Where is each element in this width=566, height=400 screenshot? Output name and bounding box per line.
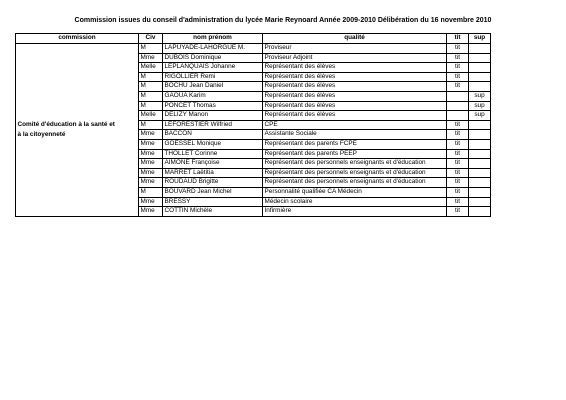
cell-sup <box>469 149 491 159</box>
commission-line: à la citoyenneté <box>17 130 66 138</box>
cell-qualite: CPE <box>263 120 447 130</box>
header-tit: tit <box>447 34 469 44</box>
cell-qualite: Assistante Sociale <box>263 130 447 140</box>
cell-sup <box>469 139 491 149</box>
cell-name: BOCHU Jean Daniel <box>163 82 263 92</box>
cell-sup: sup <box>469 111 491 121</box>
cell-sup: sup <box>469 91 491 101</box>
header-name: nom prénom <box>163 34 263 44</box>
cell-sup <box>469 120 491 130</box>
cell-tit: tit <box>447 72 469 82</box>
cell-qualite: Représentant des élèves <box>263 72 447 82</box>
header-qualite: qualité <box>263 34 447 44</box>
cell-name: DUBOIS Dominique <box>163 53 263 63</box>
cell-civ: Mme <box>139 139 163 149</box>
cell-qualite: Médecin scolaire <box>263 197 447 207</box>
cell-tit: tit <box>447 149 469 159</box>
cell-tit <box>447 91 469 101</box>
cell-tit: tit <box>447 159 469 169</box>
cell-tit: tit <box>447 63 469 73</box>
cell-civ: Melle <box>139 63 163 73</box>
cell-qualite: Proviseur Adjoint <box>263 53 447 63</box>
cell-civ: Mme <box>139 178 163 188</box>
cell-sup <box>469 178 491 188</box>
cell-qualite: Personnalité qualifiée CA Médecin <box>263 187 447 197</box>
cell-name: PONCET Thomas <box>163 101 263 111</box>
cell-civ: Mme <box>139 149 163 159</box>
cell-sup <box>469 44 491 54</box>
cell-sup <box>469 63 491 73</box>
cell-name: BOUVARD Jean Michel <box>163 187 263 197</box>
cell-sup <box>469 130 491 140</box>
cell-name: GAOUA Karim <box>163 91 263 101</box>
cell-sup <box>469 72 491 82</box>
cell-sup <box>469 168 491 178</box>
cell-tit: tit <box>447 139 469 149</box>
cell-name: THOLLET Corinne <box>163 149 263 159</box>
cell-qualite: Proviseur <box>263 44 447 54</box>
cell-sup <box>469 159 491 169</box>
cell-name: GOESSEL Monique <box>163 139 263 149</box>
cell-tit <box>447 111 469 121</box>
commission-line: Comité d'éducation à la santé et <box>17 120 115 128</box>
cell-tit: tit <box>447 120 469 130</box>
cell-tit: tit <box>447 168 469 178</box>
cell-name: LEFORESTIER Wilfried <box>163 120 263 130</box>
header-civ: Civ <box>139 34 163 44</box>
cell-sup <box>469 187 491 197</box>
cell-tit: tit <box>447 44 469 54</box>
header-sup: sup <box>469 34 491 44</box>
header-commission: commission <box>16 34 139 44</box>
cell-name: RIGOLLIER Remi <box>163 72 263 82</box>
cell-tit: tit <box>447 130 469 140</box>
cell-name: BRESSY <box>163 197 263 207</box>
cell-civ: M <box>139 187 163 197</box>
cell-sup <box>469 82 491 92</box>
cell-qualite: Représentant des parents PEEP <box>263 149 447 159</box>
cell-name: BACCON <box>163 130 263 140</box>
cell-qualite: Représentant des élèves <box>263 82 447 92</box>
cell-qualite: Infirmière <box>263 207 447 217</box>
cell-civ: M <box>139 101 163 111</box>
cell-name: AIMONE Françoise <box>163 159 263 169</box>
document-title: Commission issues du conseil d'administration du lycée Marie Reynoard Année 2009-2010 Délibération du 16 novembre 2010 <box>74 17 492 24</box>
cell-civ: M <box>139 82 163 92</box>
cell-name: DELIZY Manon <box>163 111 263 121</box>
cell-civ: Mme <box>139 207 163 217</box>
cell-tit: tit <box>447 178 469 188</box>
cell-sup: sup <box>469 101 491 111</box>
cell-sup <box>469 197 491 207</box>
cell-civ: M <box>139 72 163 82</box>
cell-qualite: Représentant des élèves <box>263 111 447 121</box>
cell-qualite: Représentant des personnels enseignants et d'éducation <box>263 168 447 178</box>
cell-tit: tit <box>447 53 469 63</box>
cell-qualite: Représentant des parents FCPE <box>263 139 447 149</box>
commission-table <box>15 33 491 217</box>
cell-qualite: Représentant des élèves <box>263 63 447 73</box>
cell-name: LEPLANQUAIS Johanne <box>163 63 263 73</box>
cell-civ: Mme <box>139 197 163 207</box>
cell-tit: tit <box>447 207 469 217</box>
cell-tit <box>447 101 469 111</box>
cell-name: MARRET Laëtitia <box>163 168 263 178</box>
cell-civ: Mme <box>139 168 163 178</box>
header-row <box>16 34 491 44</box>
cell-civ: M <box>139 44 163 54</box>
cell-qualite: Représentant des personnels enseignants et d'éducation <box>263 178 447 188</box>
cell-civ: Melle <box>139 111 163 121</box>
cell-qualite: Représentant des élèves <box>263 91 447 101</box>
cell-civ: M <box>139 120 163 130</box>
cell-tit: tit <box>447 187 469 197</box>
cell-civ: Mme <box>139 53 163 63</box>
cell-name: LAPUYADE-LAHORGUE M. <box>163 44 263 54</box>
cell-qualite: Représentant des élèves <box>263 101 447 111</box>
cell-tit: tit <box>447 82 469 92</box>
cell-name: COTTIN Michèle <box>163 207 263 217</box>
commission-cell <box>16 44 139 217</box>
cell-sup <box>469 207 491 217</box>
cell-tit: tit <box>447 197 469 207</box>
cell-qualite: Représentant des personnels enseignants et d'éducation <box>263 159 447 169</box>
cell-civ: Mme <box>139 130 163 140</box>
table-row <box>16 44 491 54</box>
cell-sup <box>469 53 491 63</box>
cell-name: ROUDAUD Brigitte <box>163 178 263 188</box>
table-body <box>16 44 491 217</box>
cell-civ: M <box>139 91 163 101</box>
cell-civ: Mme <box>139 159 163 169</box>
